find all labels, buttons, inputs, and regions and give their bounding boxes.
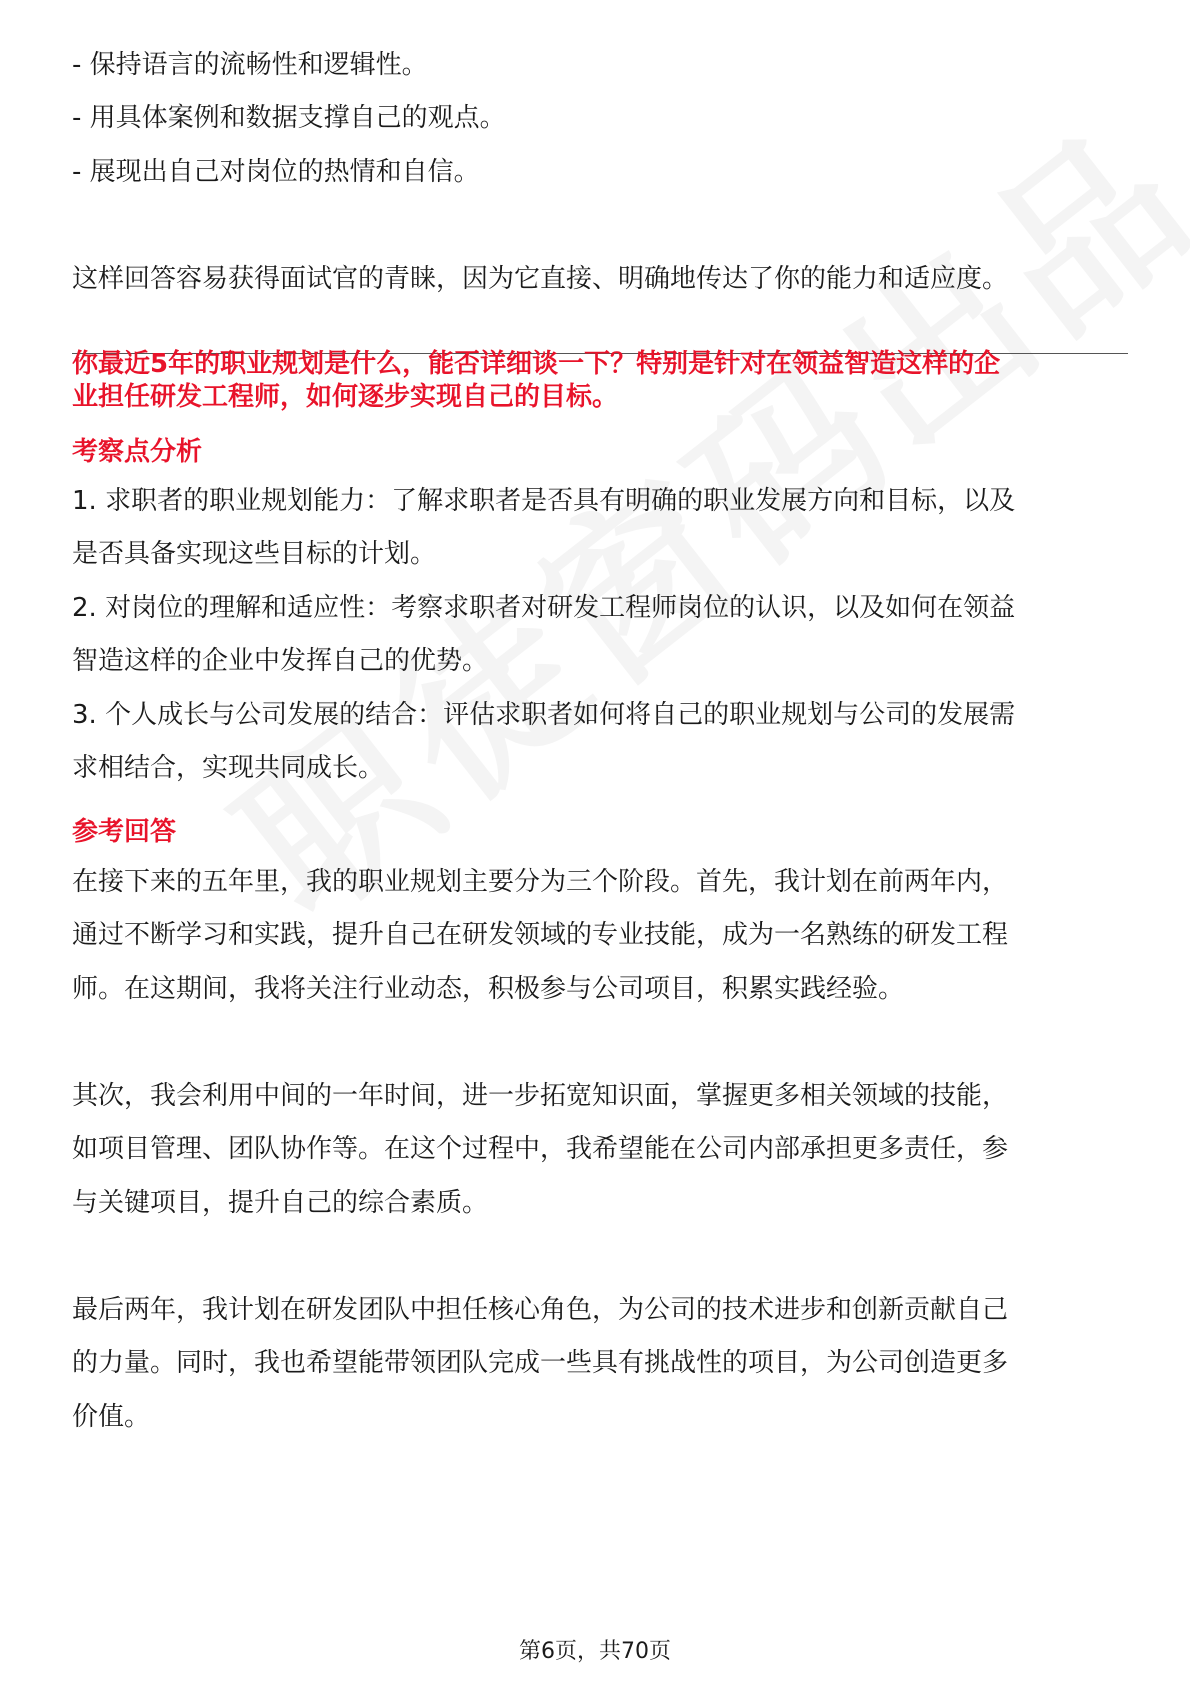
question-line: 业担任研发工程师，如何逐步实现自己的目标。 xyxy=(72,382,619,412)
answer-line: 价值。 xyxy=(72,1402,151,1432)
analysis-line: 求相结合，实现共同成长。 xyxy=(72,753,385,783)
answer-line: 师。在这期间，我将关注行业动态，积极参与公司项目，积累实践经验。 xyxy=(72,974,905,1004)
analysis-line: 是否具备实现这些目标的计划。 xyxy=(72,539,437,569)
answer-heading: 参考回答 xyxy=(72,817,177,847)
answer-line: 最后两年，我计划在研发团队中担任核心角色，为公司的技术进步和创新贡献自己 xyxy=(72,1295,1009,1325)
page-number: 第6页，共70页 xyxy=(519,1639,671,1664)
analysis-heading: 考察点分析 xyxy=(72,437,203,467)
analysis-line: 2. 对岗位的理解和适应性：考察求职者对研发工程师岗位的认识，以及如何在领益 xyxy=(72,593,1016,623)
answer-line: 通过不断学习和实践，提升自己在研发领域的专业技能，成为一名熟练的研发工程 xyxy=(72,920,1009,950)
summary-text: 这样回答容易获得面试官的青睐，因为它直接、明确地传达了你的能力和适应度。 xyxy=(72,264,1009,294)
answer-line: 与关键项目，提升自己的综合素质。 xyxy=(72,1188,489,1218)
document-page xyxy=(72,0,1128,1684)
bullet-item: - 保持语言的流畅性和逻辑性。 xyxy=(72,50,428,80)
bullet-item: - 用具体案例和数据支撑自己的观点。 xyxy=(72,103,506,133)
answer-line: 其次，我会利用中间的一年时间，进一步拓宽知识面，掌握更多相关领域的技能， xyxy=(72,1081,1009,1111)
answer-line: 如项目管理、团队协作等。在这个过程中，我希望能在公司内部承担更多责任，参 xyxy=(72,1134,1009,1164)
analysis-line: 1. 求职者的职业规划能力：了解求职者是否具有明确的职业发展方向和目标，以及 xyxy=(72,486,1016,516)
question-line: 你最近5年的职业规划是什么，能否详细谈一下？特别是针对在领益智造这样的企 xyxy=(72,349,1001,379)
analysis-line: 3. 个人成长与公司发展的结合：评估求职者如何将自己的职业规划与公司的发展需 xyxy=(72,700,1016,730)
bullet-item: - 展现出自己对岗位的热情和自信。 xyxy=(72,157,480,187)
answer-line: 在接下来的五年里，我的职业规划主要分为三个阶段。首先，我计划在前两年内， xyxy=(72,867,1009,897)
analysis-line: 智造这样的企业中发挥自己的优势。 xyxy=(72,646,489,676)
answer-line: 的力量。同时，我也希望能带领团队完成一些具有挑战性的项目，为公司创造更多 xyxy=(72,1348,1009,1378)
